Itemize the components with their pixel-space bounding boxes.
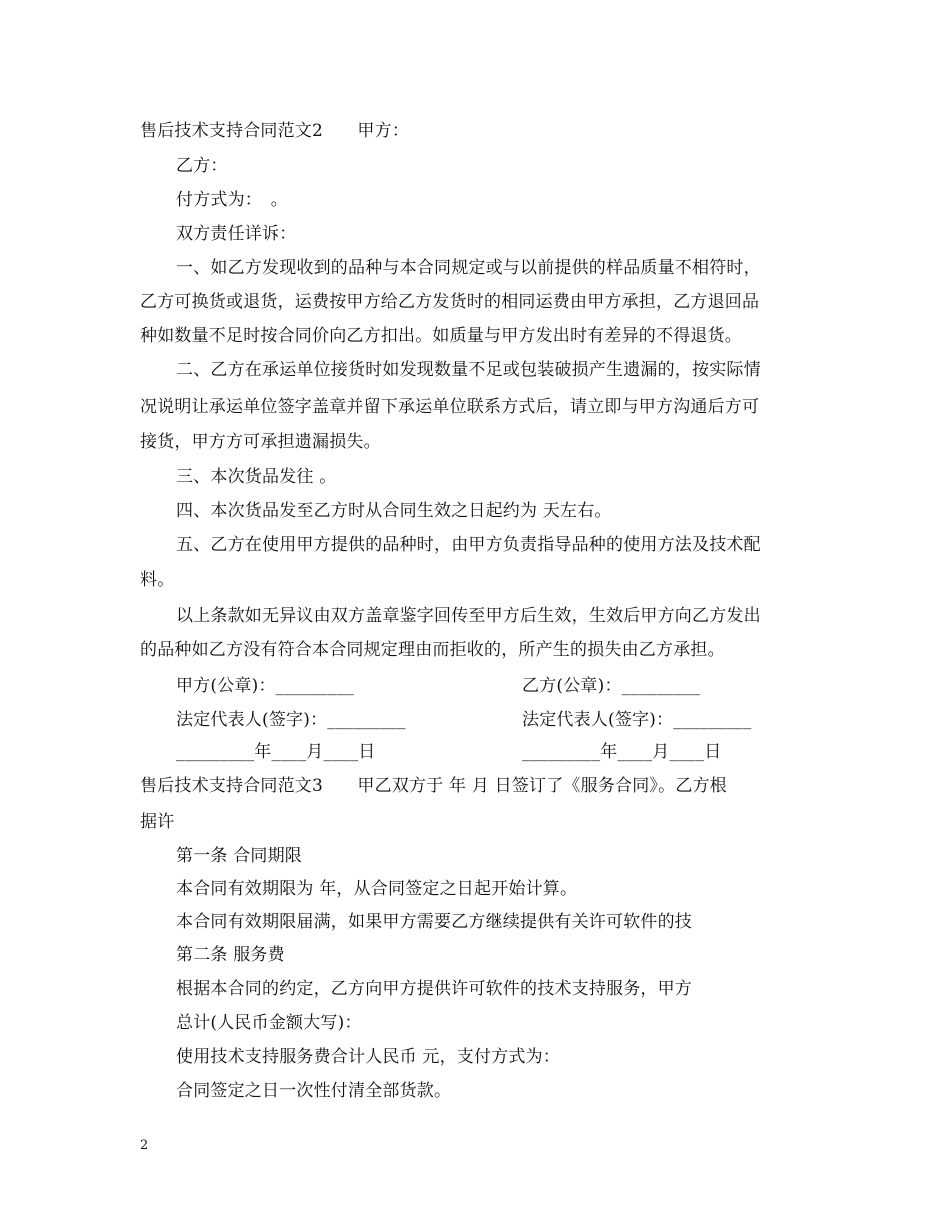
article-heading-term: 第一条 合同期限 — [176, 846, 303, 866]
paragraph-line: 接货，甲方方可承担遗漏损失。 — [140, 432, 381, 452]
paragraph-line: 种如数量不足时按合同价向乙方扣出。如质量与甲方发出时有差异的不得退货。 — [140, 326, 742, 346]
paragraph-line: 二、乙方在承运单位接货时如发现数量不足或包装破损产生遗漏的，按实际情 — [176, 360, 761, 380]
paragraph-line: 总计(人民币金额大写)： — [176, 1013, 362, 1033]
section-heading-contract-2: 售后技术支持合同范文2 甲方： — [140, 121, 410, 141]
paragraph-line: 本合同有效期限届满，如果甲方需要乙方继续提供有关许可软件的技 — [176, 912, 692, 932]
paragraph-line: 一、如乙方发现收到的品种与本合同规定或与以前提供的样品质量不相符时， — [176, 258, 761, 278]
paragraph-line: 根据本合同的约定，乙方向甲方提供许可软件的技术支持服务，甲方 — [176, 979, 692, 999]
paragraph-line: 以上条款如无异议由双方盖章鉴字回传至甲方后生效，生效后甲方向乙方发出 — [176, 606, 761, 626]
paragraph-line: 五、乙方在使用甲方提供的品种时，由甲方负责指导品种的使用方法及技术配 — [176, 535, 761, 555]
paragraph-line: 合同签定之日一次性付清全部货款。 — [176, 1081, 452, 1101]
paragraph-line: 本合同有效期限为 年，从合同签定之日起开始计算。 — [176, 879, 578, 899]
paragraph-line: 付方式为： 。 — [176, 190, 288, 210]
paragraph-line: 使用技术支持服务费合计人民币 元，支付方式为： — [176, 1047, 561, 1067]
paragraph-line: 据许 — [140, 812, 175, 832]
party-a-date-field: _________年____月____日 — [176, 742, 376, 762]
paragraph-line: 三、本次货品发往 。 — [176, 467, 337, 487]
party-a-seal-field: 甲方(公章)：_________ — [176, 676, 354, 696]
paragraph-line: 况说明让承运单位签字盖章并留下承运单位联系方式后，请立即与甲方沟通后方可 — [140, 397, 760, 417]
party-b-representative-field: 法定代表人(签字)：_________ — [522, 710, 752, 730]
section-heading-contract-3: 售后技术支持合同范文3 甲乙双方于 年 月 日签订了《服务合同》。乙方根 — [140, 776, 727, 796]
paragraph-line: 乙方可换货或退货，运费按甲方给乙方发货时的相同运费由甲方承担，乙方退回品 — [140, 292, 760, 312]
party-a-representative-field: 法定代表人(签字)：_________ — [176, 710, 406, 730]
party-b-seal-field: 乙方(公章)：_________ — [522, 676, 700, 696]
paragraph-line: 四、本次货品发至乙方时从合同生效之日起约为 天左右。 — [176, 501, 612, 521]
article-heading-service-fee: 第二条 服务费 — [176, 945, 285, 965]
party-b-date-field: _________年____月____日 — [522, 742, 722, 762]
page-number: 2 — [140, 1138, 149, 1153]
paragraph-line: 双方责任详诉： — [176, 224, 297, 244]
paragraph-line: 乙方： — [176, 156, 228, 176]
paragraph-line: 的品种如乙方没有符合本合同规定理由而拒收的，所产生的损失由乙方承担。 — [140, 640, 725, 660]
paragraph-line: 料。 — [140, 570, 175, 590]
